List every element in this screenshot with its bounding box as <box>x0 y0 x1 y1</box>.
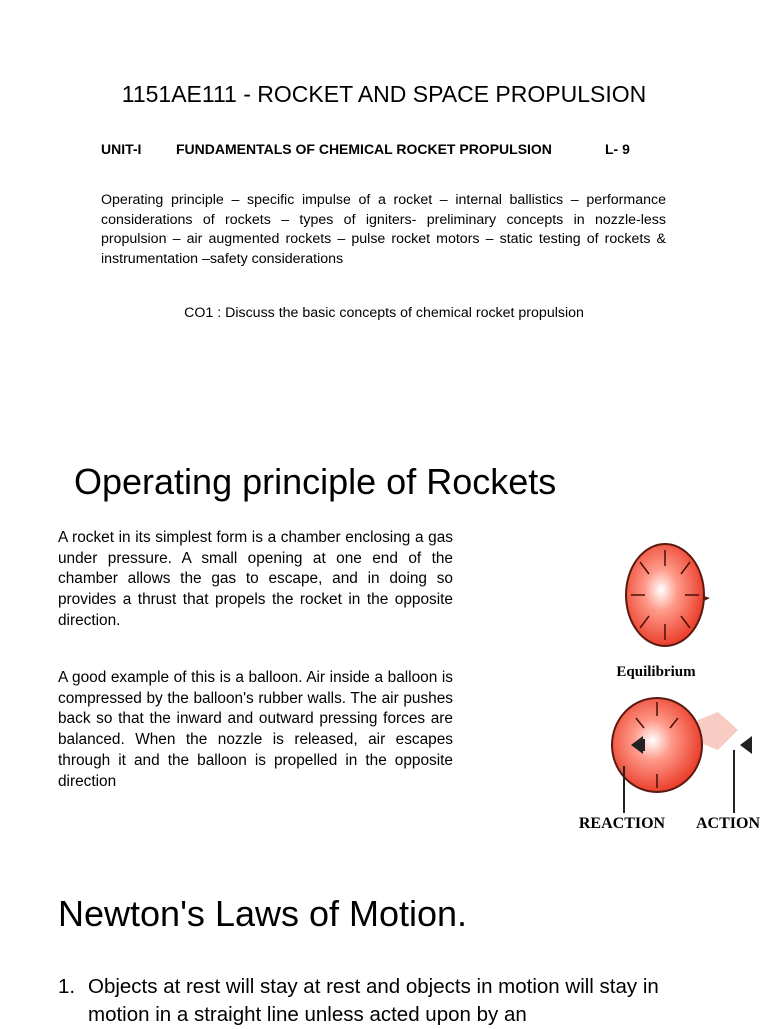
balloon-figure <box>576 540 766 840</box>
released-balloon <box>612 698 752 792</box>
unit-hours: L- 9 <box>605 141 630 157</box>
law-1-text: Objects at rest will stay at rest and objects in motion will stay in motion in a straight line unless acted upon by an <box>88 975 659 1026</box>
course-outcome: CO1 : Discuss the basic concepts of chemical rocket propulsion <box>184 305 584 321</box>
operating-paragraph-1: A rocket in its simplest form is a chamber enclosing a gas under pressure. A small opening at one end of the chamber allows the gas to escape, and in doing so provides a thrust that propels the rocket in the opposite direction. <box>58 529 453 629</box>
law-1-number: 1. <box>58 975 76 998</box>
syllabus-text: Operating principle – specific impulse of a rocket – internal ballistics – performance considerations of rockets – types of igniters- preliminary concepts in nozzle-less propulsion – air augmented rockets – pulse rocket motors – static testing of rockets & instrumentation –safety considerations <box>101 192 666 267</box>
unit-title: FUNDAMENTALS OF CHEMICAL ROCKET PROPULSION <box>176 141 552 157</box>
operating-paragraph-2: A good example of this is a balloon. Air inside a balloon is compressed by the balloon's rubber walls. The air pushes back so that the inward and outward pressing forces are balanced. When the nozzle is released, air escapes through it and the balloon is propelled in the opposite direction <box>58 669 453 790</box>
operating-principle-heading: Operating principle of Rockets <box>74 461 557 502</box>
equilibrium-label: Equilibrium <box>616 664 696 680</box>
reaction-label: REACTION <box>578 815 666 832</box>
unit-number: UNIT-I <box>101 141 142 157</box>
newton-laws-heading: Newton's Laws of Motion. <box>58 893 468 934</box>
action-label: ACTION <box>695 815 761 832</box>
equilibrium-balloon <box>626 544 710 646</box>
course-title: 1151AE111 - ROCKET AND SPACE PROPULSION <box>121 81 647 107</box>
